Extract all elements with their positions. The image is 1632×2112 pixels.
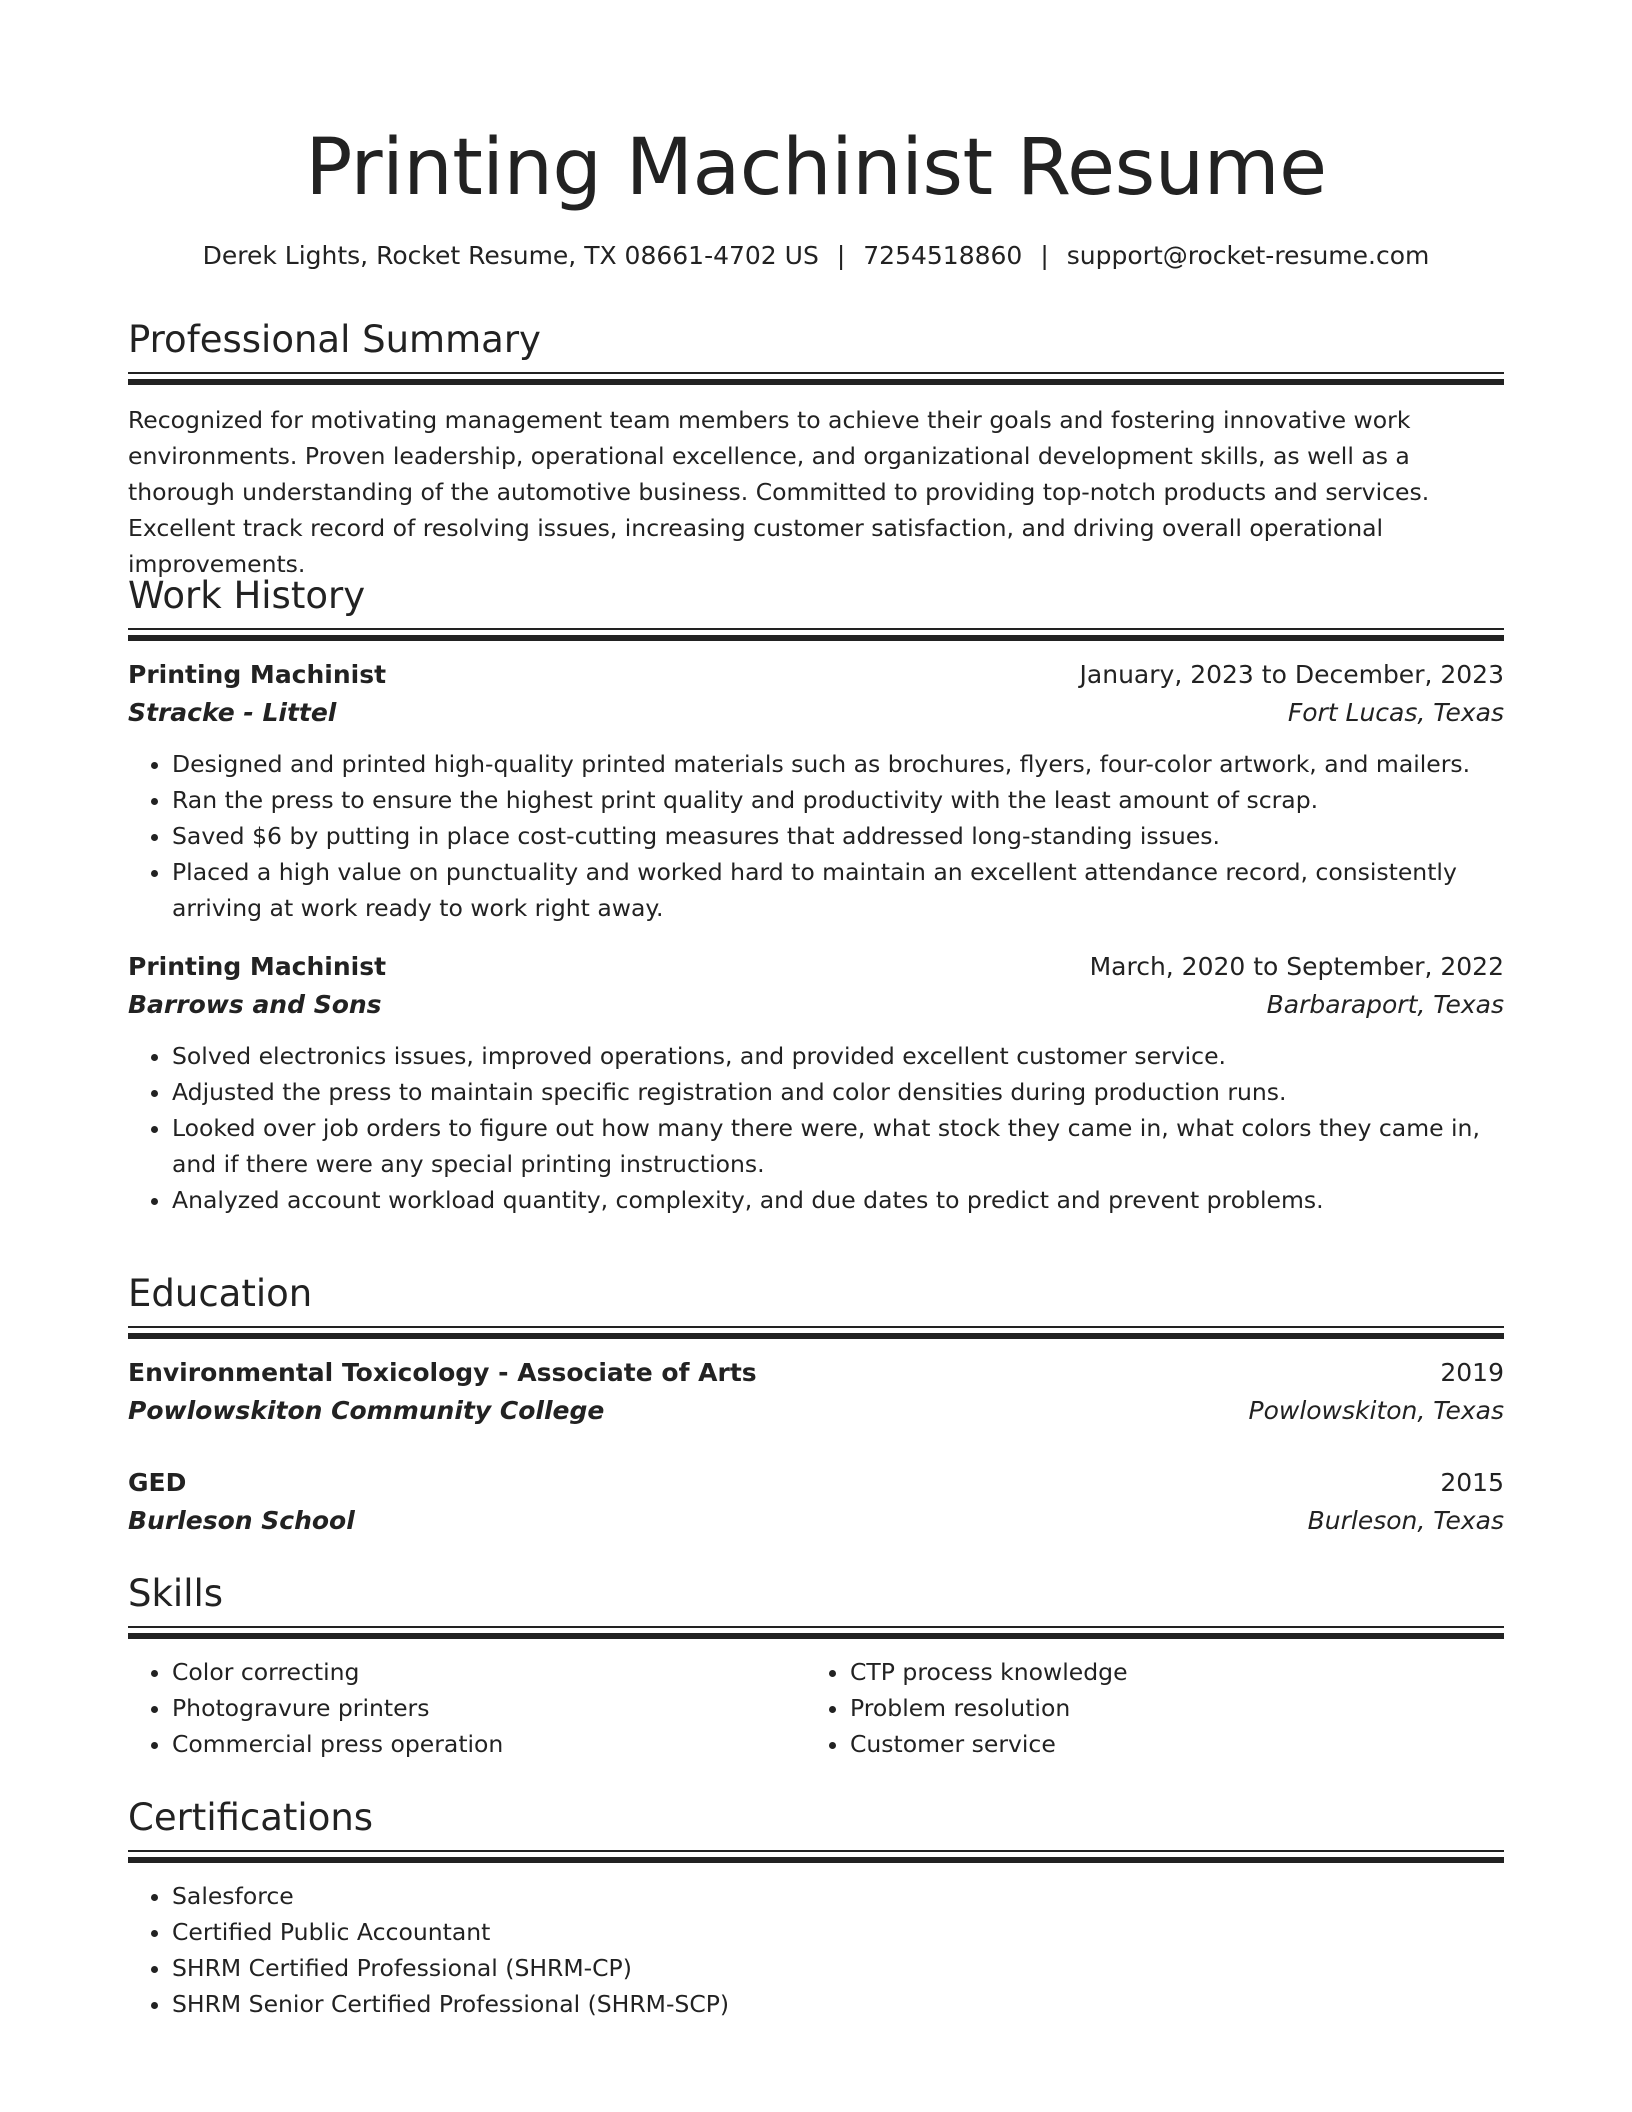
- education-degree: Environmental Toxicology - Associate of Arts: [128, 1358, 757, 1387]
- certifications-list: [128, 1878, 1504, 2022]
- job-company: Barrows and Sons: [128, 990, 382, 1019]
- job-title: Printing Machinist: [128, 952, 387, 981]
- work-history-section: [128, 572, 1504, 1218]
- section-divider: [128, 1850, 1504, 1864]
- list-item: • SHRM Senior Certified Professional (SHRM-SCP): [172, 1986, 1504, 2022]
- section-heading-certifications: Certifications: [128, 1796, 374, 1839]
- list-item: • Looked over job orders to figure out how many there were, what stock they came in, what colors they came in, and if there were any special printing instructions.: [172, 1110, 1504, 1182]
- contact-separator: |: [1040, 241, 1049, 270]
- education-location: Burleson, Texas: [1307, 1506, 1504, 1535]
- education-entry: [128, 1354, 1504, 1430]
- job-dates: January, 2023 to December, 2023: [1079, 660, 1504, 689]
- summary-text: Recognized for motivating management team members to achieve their goals and fostering innovative work environments. Proven leadership, operational excellence, and organizational development skills, as well as a thorough understanding of the automotive business. Committed to providing top-notch products and services. Excellent track record of resolving issues, increasing customer satisfaction, and driving overall operational improvements.: [128, 406, 1430, 578]
- section-heading-skills: Skills: [128, 1572, 224, 1615]
- skills-list: [806, 1654, 1466, 1762]
- summary-section: [128, 316, 1504, 582]
- education-entry: [128, 1464, 1504, 1540]
- job-company-row: [128, 986, 1504, 1024]
- section-divider: [128, 1326, 1504, 1340]
- section-heading-education: Education: [128, 1272, 313, 1315]
- list-item: • SHRM Certified Professional (SHRM-CP): [172, 1950, 1504, 1986]
- education-school-row: [128, 1502, 1504, 1540]
- education-location: Powlowskiton, Texas: [1248, 1396, 1504, 1425]
- list-item: • Placed a high value on punctuality and worked hard to maintain an excellent attendance record, consistently arriving at work ready to work right away.: [172, 854, 1504, 926]
- job-entry: [128, 948, 1504, 1218]
- skills-section: [128, 1570, 1504, 1774]
- list-item: • Analyzed account workload quantity, complexity, and due dates to predict and prevent problems.: [172, 1182, 1504, 1218]
- education-school-row: [128, 1392, 1504, 1430]
- contact-address: Derek Lights, Rocket Resume, TX 08661-4702 US: [202, 241, 819, 270]
- education-header-row: [128, 1354, 1504, 1392]
- job-company: Stracke - Littel: [128, 698, 337, 727]
- section-heading-summary: Professional Summary: [128, 318, 541, 361]
- skills-columns: [128, 1654, 1504, 1774]
- list-item: • Designed and printed high-quality printed materials such as brochures, flyers, four-color artwork, and mailers.: [172, 746, 1504, 782]
- job-dates: March, 2020 to September, 2022: [1089, 952, 1504, 981]
- list-item: • Saved $6 by putting in place cost-cutting measures that addressed long-standing issues.: [172, 818, 1504, 854]
- job-company-row: [128, 694, 1504, 732]
- education-year: 2015: [1440, 1468, 1504, 1497]
- job-header-row: [128, 948, 1504, 986]
- job-bullet-list: [128, 746, 1504, 926]
- section-divider: [128, 628, 1504, 642]
- certifications-section: [128, 1794, 1504, 2022]
- contact-email: support@rocket-resume.com: [1066, 241, 1430, 270]
- job-entry: [128, 656, 1504, 926]
- job-header-row: [128, 656, 1504, 694]
- section-divider: [128, 372, 1504, 386]
- education-year: 2019: [1440, 1358, 1504, 1387]
- list-item: • Salesforce: [172, 1878, 1504, 1914]
- skills-column-left: [128, 1654, 788, 1762]
- contact-separator: |: [836, 241, 846, 270]
- list-item: • Adjusted the press to maintain specific registration and color densities during production runs.: [172, 1074, 1504, 1110]
- list-item: • Problem resolution: [850, 1690, 1466, 1726]
- section-divider: [128, 1626, 1504, 1640]
- list-item: • Color correcting: [172, 1654, 788, 1690]
- education-header-row: [128, 1464, 1504, 1502]
- education-degree: GED: [128, 1468, 187, 1497]
- list-item: • Solved electronics issues, improved operations, and provided excellent customer service.: [172, 1038, 1504, 1074]
- list-item: • Commercial press operation: [172, 1726, 788, 1762]
- list-item: • Ran the press to ensure the highest print quality and productivity with the least amount of scrap.: [172, 782, 1504, 818]
- skills-column-right: [806, 1654, 1466, 1762]
- list-item: • CTP process knowledge: [850, 1654, 1466, 1690]
- resume-title: Printing Machinist Resume: [305, 123, 1327, 213]
- list-item: • Customer service: [850, 1726, 1466, 1762]
- skills-list: [128, 1654, 788, 1762]
- job-location: Fort Lucas, Texas: [1287, 698, 1504, 727]
- education-school: Burleson School: [128, 1506, 355, 1535]
- list-item: • Photogravure printers: [172, 1690, 788, 1726]
- job-location: Barbaraport, Texas: [1266, 990, 1504, 1019]
- contact-line: [128, 238, 1504, 274]
- education-section: [128, 1270, 1504, 1540]
- job-title: Printing Machinist: [128, 660, 387, 689]
- job-bullet-list: [128, 1038, 1504, 1218]
- section-heading-work-history: Work History: [128, 574, 366, 617]
- contact-phone: 7254518860: [863, 241, 1023, 270]
- list-item: • Certified Public Accountant: [172, 1914, 1504, 1950]
- education-school: Powlowskiton Community College: [128, 1396, 605, 1425]
